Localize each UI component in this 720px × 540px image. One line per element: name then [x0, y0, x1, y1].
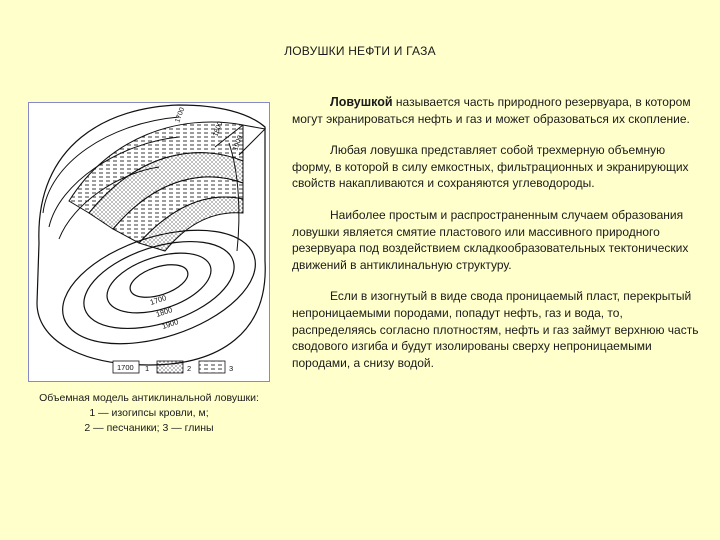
- legend-item-2: 2: [187, 364, 192, 373]
- isohypse-label: 1900: [160, 317, 180, 331]
- legend-item-3: 3: [229, 364, 234, 373]
- section-label: 1800: [212, 120, 225, 138]
- isohypse-label: 1800: [154, 305, 174, 319]
- caption-line: Объемная модель антиклинальной ловушки:: [39, 392, 259, 404]
- figure-caption: [18, 391, 280, 436]
- section-label: 1900: [232, 134, 245, 152]
- isohypse-label: 1700: [148, 293, 168, 307]
- anticline-trap-figure: [28, 102, 270, 382]
- legend-sample-label: 1700: [117, 363, 134, 372]
- paragraph-definition: [292, 94, 702, 127]
- definition-text: называется часть природного резервуара, в котором могут экранироваться нефть и газ и может образоваться их скопление.: [292, 95, 691, 126]
- paragraph-distribution: Если в изогнутый в виде свода проницаемый пласт, перекрытый непроницаемыми породами, попадут нефть, газ и вода, то, распределяясь согласно плотностям, нефть и газ займут верхнюю часть сводового изгиба и будут изолированы сверху непроницаемыми породами, а снизу водой.: [292, 289, 699, 370]
- paragraph-anticline: Наиболее простым и распространенным случаем образования ловушки является смятие пластового или массивного природного резервуара под воздействием складкообразовательных тектонических движений в антиклинальную структуру.: [292, 207, 689, 272]
- text-column: [292, 94, 702, 386]
- paragraph-form: Любая ловушка представляет собой трехмерную объемную форму, в которой в силу емкостных, фильтрационных и экранирующих свойств накапливаются и сохраняются углеводороды.: [292, 143, 689, 191]
- figure-legend: [113, 361, 233, 373]
- section-label: 1700: [174, 106, 187, 124]
- caption-line: 1 — изогипсы кровли, м;: [89, 407, 209, 419]
- legend-item-1: 1: [145, 364, 150, 373]
- page-title: ЛОВУШКИ НЕФТИ И ГАЗА: [284, 44, 436, 58]
- caption-line: 2 — песчаники; 3 — глины: [84, 422, 214, 434]
- term-trap: Ловушкой: [330, 95, 393, 109]
